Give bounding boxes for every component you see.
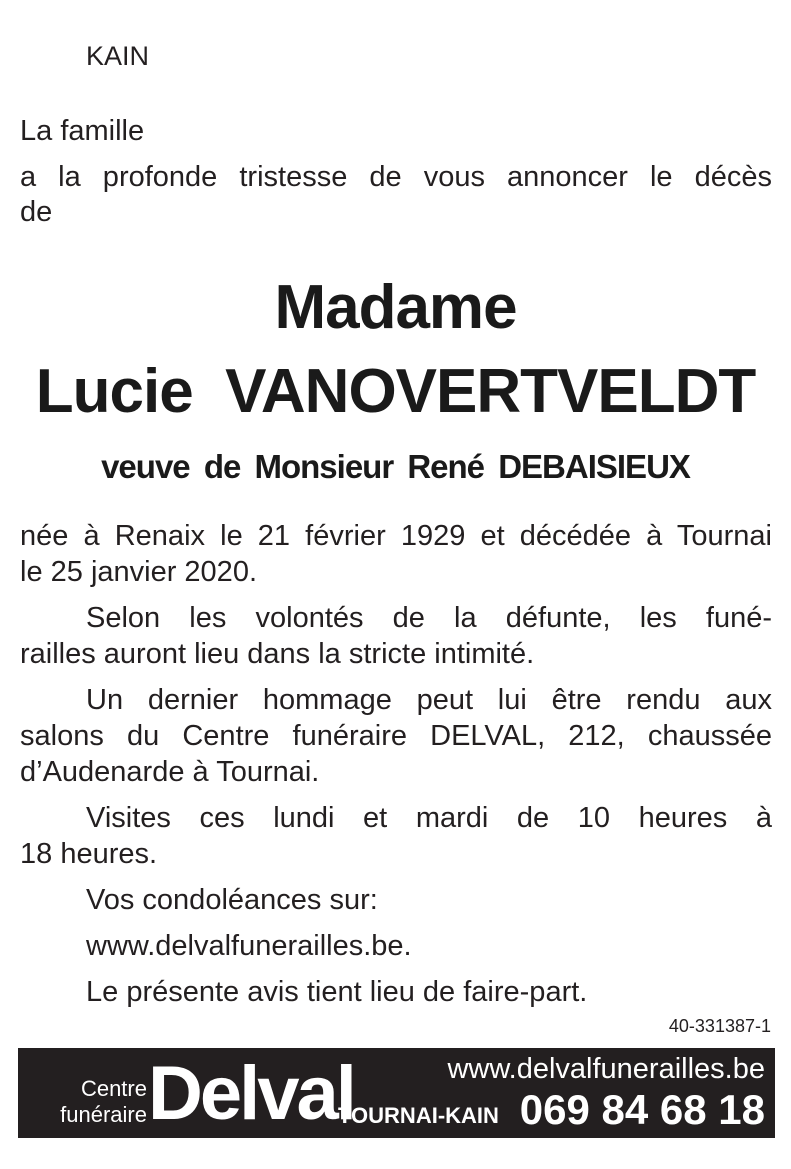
- footer-phone[interactable]: 069 84 68 18: [519, 1086, 765, 1133]
- birth-line-2: le 25 janvier 2020.: [20, 556, 257, 588]
- location-label: KAIN: [86, 41, 150, 71]
- intro-line-2: a la profonde tristesse de vous annoncer le décès: [20, 161, 772, 193]
- footer-brand-logo: Delval: [148, 1051, 354, 1136]
- reference-number: 40-331387-1: [668, 1016, 771, 1036]
- condolences-url[interactable]: www.delvalfunerailles.be.: [86, 930, 412, 962]
- wishes-line-1: Selon les volontés de la défunte, les funé-: [86, 602, 772, 634]
- homage-line-2: salons du Centre funéraire DELVAL, 212, chaussée: [20, 720, 772, 752]
- homage-line-1: Un dernier hommage peut lui être rendu aux: [86, 684, 772, 716]
- condolences-label: Vos condoléances sur:: [86, 884, 378, 916]
- widow-of-line: veuve de Monsieur René DEBAISIEUX: [101, 448, 690, 485]
- footer-funeraire-label: funéraire: [60, 1102, 147, 1127]
- footer-centre-label: Centre: [80, 1076, 147, 1101]
- funeral-home-banner: [18, 1048, 775, 1138]
- visits-line-1: Visites ces lundi et mardi de 10 heures à: [86, 802, 772, 834]
- homage-line-3: d’Audenarde à Tournai.: [20, 756, 320, 788]
- intro-line-3: de: [20, 196, 53, 228]
- footer-city: TOURNAI-KAIN: [338, 1103, 499, 1128]
- birth-line-1: née à Renaix le 21 février 1929 et décédée à Tournai: [20, 520, 772, 552]
- footer-website[interactable]: www.delvalfunerailles.be: [447, 1053, 765, 1085]
- visits-line-2: 18 heures.: [20, 838, 158, 870]
- deceased-name: [0, 356, 791, 428]
- deceased-last-name: VANOVERTVELDT: [225, 357, 756, 426]
- deceased-title: Madame: [274, 273, 517, 342]
- closing-line: Le présente avis tient lieu de faire-part.: [86, 976, 588, 1008]
- intro-line-1: La famille: [20, 115, 145, 147]
- wishes-line-2: railles auront lieu dans la stricte intimité.: [20, 638, 535, 670]
- deceased-first-name: Lucie: [35, 357, 193, 426]
